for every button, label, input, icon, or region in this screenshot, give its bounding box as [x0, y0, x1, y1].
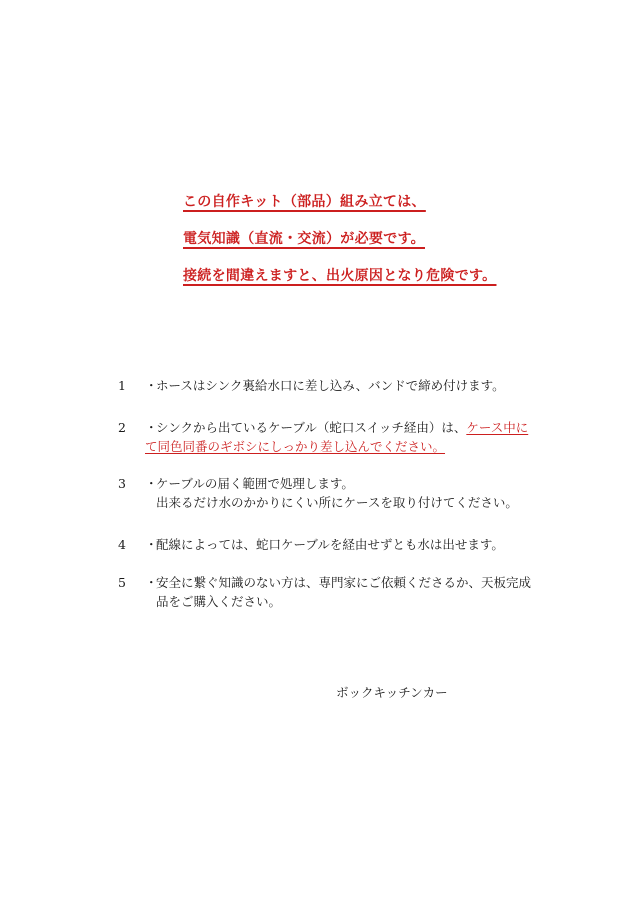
item-number: 2 [118, 420, 126, 435]
item-text-line-2: 品をご購入ください。 [156, 594, 282, 609]
warning-line-2: 電気知識（直流・交流）が必要です。 [183, 231, 425, 247]
item-text [156, 474, 556, 512]
item-bullet: ・ [145, 575, 158, 590]
item-text-line-1: 安全に繋ぐ知識のない方は、専門家にご依頼くださるか、天板完成 [156, 575, 532, 590]
item-bullet: ・ [145, 537, 158, 552]
item-text: ホースはシンク裏給水口に差し込み、バンドで締め付けます。 [156, 378, 505, 393]
item-number: 4 [118, 537, 126, 552]
item-text-highlight-cont: て同色同番のギボシにしっかり差し込んでください。 [145, 439, 446, 454]
item-text-normal: シンクから出ているケーブル（蛇口スイッチ経由）は、 [156, 420, 467, 435]
item-text-line-2: 出来るだけ水のかかりにくい所にケースを取り付けてください。 [156, 495, 518, 510]
item-number: 5 [118, 575, 126, 590]
item-text-highlight: ケース中に [466, 420, 529, 435]
item-text: 配線によっては、蛇口ケーブルを経由せずとも水は出せます。 [156, 537, 504, 552]
item-text [145, 418, 556, 456]
item-bullet: ・ [145, 420, 158, 435]
item-text-line-1: ケーブルの届く範囲で処理します。 [156, 476, 354, 491]
item-text [156, 573, 556, 611]
item-number: 1 [118, 378, 126, 393]
item-bullet: ・ [145, 476, 158, 491]
item-number: 3 [118, 476, 126, 491]
warning-block [183, 192, 583, 303]
warning-line-3: 接続を間違えますと、出火原因となり危険です。 [183, 268, 497, 284]
warning-line-1: この自作キット（部品）組み立ては、 [183, 194, 426, 210]
item-bullet: ・ [145, 378, 158, 393]
signature: ボックキッチンカー [336, 685, 448, 700]
